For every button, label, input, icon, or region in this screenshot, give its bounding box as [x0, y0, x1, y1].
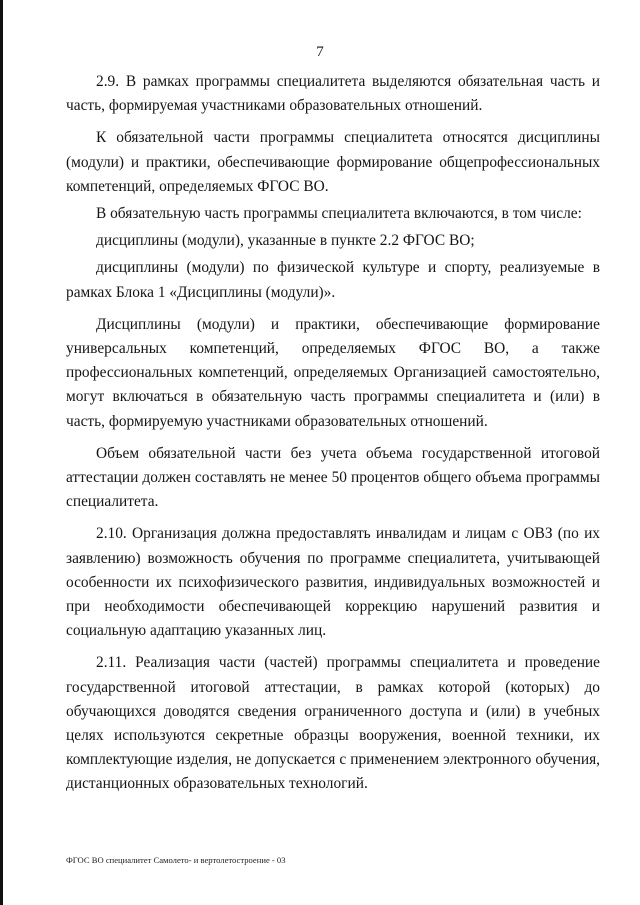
paragraph-includes: В обязательную часть программы специалитета включаются, в том числе: [96, 205, 582, 223]
document-body [66, 70, 600, 797]
paragraph-2-10: 2.10. Организация должна предоставлять инвалидам и лицам с ОВЗ (по их заявлению) возможность обучения по программе специалитета, учитывающей особенности их психофизического развития, индивидуальных возможностей и при необходимости обеспечивающей коррекцию нарушений развития и социальную адаптацию указанных лиц. [66, 525, 600, 640]
scan-edge [0, 0, 3, 905]
paragraph-2-9: 2.9. В рамках программы специалитета выделяются обязательная часть и часть, формируемая участниками образовательных отношений. [66, 73, 600, 115]
paragraph-2-11: 2.11. Реализация части (частей) программы специалитета и проведение государственной итоговой аттестации, в рамках которой (которых) до обучающихся доводятся сведения ограниченного доступа и (или) в учебных целях используются секретные образцы вооружения, военной техники, их комплектующие изделия, не допускается с применением электронного обучения, дистанционных образовательных технологий. [66, 654, 600, 793]
page-number: 7 [316, 44, 324, 60]
list-item-physical-culture: дисциплины (модули) по физической культуре и спорту, реализуемые в рамках Блока 1 «Дисциплины (модули)». [66, 259, 600, 301]
list-item-disciplines: дисциплины (модули), указанные в пункте 2.2 ФГОС ВО; [96, 232, 475, 250]
paragraph-competencies: Дисциплины (модули) и практики, обеспечивающие формирование универсальных компетенций, определяемых ФГОС ВО, а также профессиональных компетенций, определяемых Организацией самостоятельно, могут включаться в обязательную часть программы специалитета и (или) в часть, формируемую участниками образовательных отношений. [66, 315, 600, 430]
paragraph-mandatory-part: К обязательной части программы специалитета относятся дисциплины (модули) и практики, обеспечивающие формирование общепрофессиональных компетенций, определяемых ФГОС ВО. [66, 129, 600, 195]
footer-text: ФГОС ВО специалитет Самолето- и вертолетостроение - 03 [66, 855, 286, 865]
paragraph-volume: Объем обязательной части без учета объема государственной итоговой аттестации должен составлять не менее 50 процентов общего объема программы специалитета. [66, 444, 600, 511]
